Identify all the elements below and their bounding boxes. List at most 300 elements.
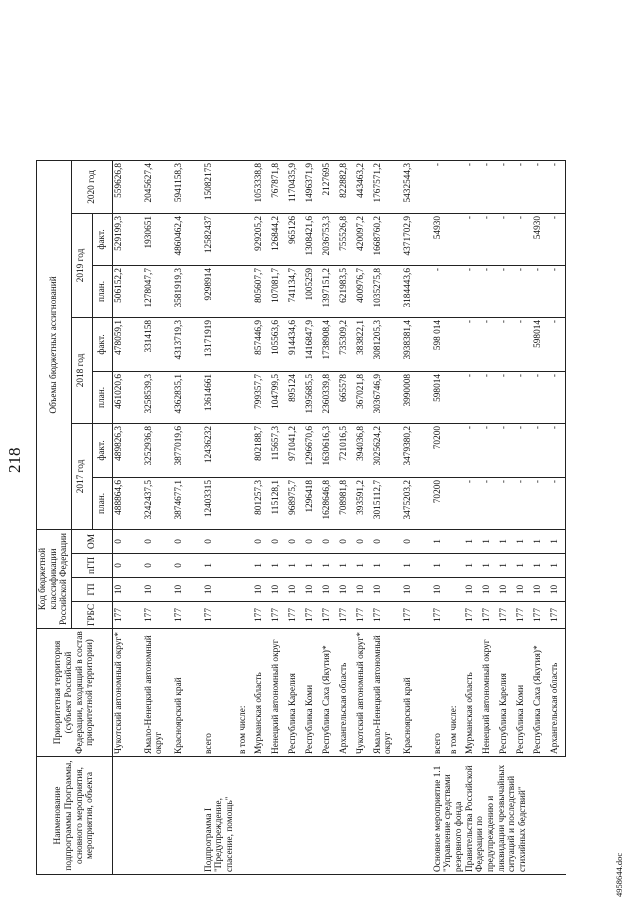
- code-grbs-cell: 177: [203, 601, 237, 628]
- row-territory-cell: Республика Саха (Якутия)*: [532, 629, 549, 757]
- table-row: [253, 160, 270, 874]
- header-name: Наименование подпрограммы Программы, основного мероприятия, мероприятия, объекта: [37, 757, 113, 875]
- value-cell: 1296418: [304, 477, 321, 529]
- code-gp-cell: 10: [372, 577, 402, 601]
- value-cell: 802188,7: [253, 423, 270, 477]
- code-gp-cell: [237, 577, 253, 601]
- code-gp-cell: 10: [321, 577, 338, 601]
- value-cell: -: [515, 423, 532, 477]
- value-cell: 394036,8: [355, 423, 372, 477]
- value-cell: 767871,8: [270, 160, 287, 213]
- value-cell: 3874677,1: [173, 477, 203, 529]
- code-pgp-cell: 1: [532, 553, 549, 577]
- code-grbs-cell: [237, 601, 253, 628]
- code-om-cell: 0: [113, 529, 143, 553]
- code-om-cell: 1: [515, 529, 532, 553]
- value-cell: -: [481, 160, 498, 213]
- value-cell: 3081205,3: [372, 317, 402, 371]
- value-cell: -: [481, 477, 498, 529]
- value-cell: [448, 423, 464, 477]
- value-cell: 478059,1: [113, 317, 143, 371]
- value-cell: 721016,5: [338, 423, 355, 477]
- code-pgp-cell: 1: [270, 553, 287, 577]
- table-row: [402, 160, 432, 874]
- value-cell: 488864,6: [113, 477, 143, 529]
- value-cell: -: [515, 213, 532, 265]
- table-row: [143, 160, 173, 874]
- header-fact-2018: факт.: [92, 317, 113, 371]
- value-cell: [237, 160, 253, 213]
- value-cell: 2036753,3: [321, 213, 338, 265]
- value-cell: -: [532, 371, 549, 423]
- value-cell: 3314158: [143, 317, 173, 371]
- value-cell: -: [464, 160, 481, 213]
- row-name-cell: [143, 757, 173, 875]
- code-grbs-cell: 177: [464, 601, 481, 628]
- value-cell: 3938381,4: [402, 317, 432, 371]
- code-gp-cell: 10: [113, 577, 143, 601]
- header-territory: Приоритетная территория (субъект Российской Федерации, входящий в состав приоритетной территории): [37, 629, 113, 757]
- code-pgp-cell: [237, 553, 253, 577]
- value-cell: 2045627,4: [143, 160, 173, 213]
- code-om-cell: 0: [355, 529, 372, 553]
- value-cell: -: [549, 160, 566, 213]
- value-cell: 70200: [432, 423, 448, 477]
- row-name-cell: [372, 757, 402, 875]
- value-cell: -: [498, 371, 515, 423]
- code-om-cell: 0: [253, 529, 270, 553]
- code-gp-cell: 10: [143, 577, 173, 601]
- row-name-cell: [237, 757, 253, 875]
- value-cell: 15082175: [203, 160, 237, 213]
- code-gp-cell: 10: [253, 577, 270, 601]
- value-cell: 1628646,8: [321, 477, 338, 529]
- value-cell: -: [464, 317, 481, 371]
- value-cell: 400976,7: [355, 265, 372, 317]
- code-grbs-cell: 177: [304, 601, 321, 628]
- value-cell: -: [549, 423, 566, 477]
- row-territory-cell: Республика Саха (Якутия)*: [321, 629, 338, 757]
- value-cell: -: [515, 477, 532, 529]
- value-cell: 105563,6: [270, 317, 287, 371]
- value-cell: -: [498, 477, 515, 529]
- code-grbs-cell: 177: [253, 601, 270, 628]
- code-pgp-cell: 0: [173, 553, 203, 577]
- code-pgp-cell: 0: [143, 553, 173, 577]
- code-grbs-cell: 177: [113, 601, 143, 628]
- value-cell: 857446,9: [253, 317, 270, 371]
- value-cell: 3015112,7: [372, 477, 402, 529]
- table-row: [173, 160, 203, 874]
- value-cell: -: [481, 213, 498, 265]
- value-cell: 895124: [287, 371, 304, 423]
- value-cell: -: [549, 371, 566, 423]
- code-grbs-cell: 177: [498, 601, 515, 628]
- value-cell: 70200: [432, 477, 448, 529]
- code-pgp-cell: 1: [498, 553, 515, 577]
- value-cell: 1053338,8: [253, 160, 270, 213]
- code-gp-cell: [448, 577, 464, 601]
- value-cell: -: [464, 213, 481, 265]
- header-volumes: Объемы бюджетных ассигнований: [37, 160, 72, 529]
- row-name-cell: [321, 757, 338, 875]
- code-grbs-cell: 177: [287, 601, 304, 628]
- value-cell: 3475203,2: [402, 477, 432, 529]
- value-cell: 3990008: [402, 371, 432, 423]
- code-pgp-cell: 1: [321, 553, 338, 577]
- code-gp-cell: 10: [338, 577, 355, 601]
- value-cell: 9298914: [203, 265, 237, 317]
- value-cell: -: [481, 265, 498, 317]
- table-row: [287, 160, 304, 874]
- value-cell: 621983,5: [338, 265, 355, 317]
- value-cell: -: [464, 423, 481, 477]
- value-cell: 115657,3: [270, 423, 287, 477]
- row-territory-cell: Ямало-Ненецкий автономный округ: [143, 629, 173, 757]
- value-cell: -: [515, 265, 532, 317]
- row-territory-cell: в том числе:: [448, 629, 464, 757]
- row-territory-cell: Архангельская область: [549, 629, 566, 757]
- header-code-gp: ГП: [72, 577, 113, 601]
- value-cell: 929205,2: [253, 213, 270, 265]
- table-row: [432, 160, 448, 874]
- value-cell: 13614661: [203, 371, 237, 423]
- code-grbs-cell: 177: [173, 601, 203, 628]
- value-cell: 367021,8: [355, 371, 372, 423]
- value-cell: 1170435,9: [287, 160, 304, 213]
- code-pgp-cell: 1: [481, 553, 498, 577]
- code-gp-cell: 10: [270, 577, 287, 601]
- value-cell: 3036746,9: [372, 371, 402, 423]
- value-cell: 5432544,3: [402, 160, 432, 213]
- value-cell: -: [432, 265, 448, 317]
- row-name-cell: [253, 757, 270, 875]
- row-territory-cell: Мурманская область: [464, 629, 481, 757]
- value-cell: 1668760,2: [372, 213, 402, 265]
- value-cell: 665578: [338, 371, 355, 423]
- value-cell: -: [498, 160, 515, 213]
- table-row: [321, 160, 338, 874]
- row-territory-cell: Ямало-Ненецкий автономный округ: [372, 629, 402, 757]
- row-name-cell: [173, 757, 203, 875]
- code-gp-cell: 10: [287, 577, 304, 601]
- header-fact-2017: факт.: [92, 423, 113, 477]
- value-cell: 3877019,6: [173, 423, 203, 477]
- code-grbs-cell: 177: [532, 601, 549, 628]
- value-cell: 1738908,4: [321, 317, 338, 371]
- code-pgp-cell: 1: [338, 553, 355, 577]
- code-grbs-cell: 177: [270, 601, 287, 628]
- row-name-cell: [338, 757, 355, 875]
- row-territory-cell: Красноярский край: [402, 629, 432, 757]
- code-om-cell: 0: [270, 529, 287, 553]
- value-cell: 1395685,5: [304, 371, 321, 423]
- header-plan-2017: план.: [92, 477, 113, 529]
- value-cell: 54930: [432, 213, 448, 265]
- header-year-2017: 2017 год: [72, 423, 93, 529]
- value-cell: 115128,1: [270, 477, 287, 529]
- value-cell: -: [549, 213, 566, 265]
- code-om-cell: 1: [532, 529, 549, 553]
- value-cell: 1496371,9: [304, 160, 321, 213]
- value-cell: 805607,7: [253, 265, 270, 317]
- code-pgp-cell: 1: [549, 553, 566, 577]
- row-territory-cell: Чукотский автономный округ*: [113, 629, 143, 757]
- value-cell: 822882,8: [338, 160, 355, 213]
- value-cell: [448, 371, 464, 423]
- code-pgp-cell: 1: [515, 553, 532, 577]
- value-cell: 529199,3: [113, 213, 143, 265]
- row-territory-cell: Красноярский край: [173, 629, 203, 757]
- value-cell: [448, 317, 464, 371]
- value-cell: 2360339,8: [321, 371, 338, 423]
- code-grbs-cell: 177: [432, 601, 448, 628]
- code-gp-cell: 10: [402, 577, 432, 601]
- code-gp-cell: 10: [203, 577, 237, 601]
- code-grbs-cell: 177: [355, 601, 372, 628]
- code-om-cell: 0: [143, 529, 173, 553]
- code-gp-cell: 10: [304, 577, 321, 601]
- row-territory-cell: Республика Карелия: [287, 629, 304, 757]
- code-gp-cell: 10: [498, 577, 515, 601]
- code-gp-cell: 10: [549, 577, 566, 601]
- value-cell: 598014: [532, 317, 549, 371]
- value-cell: 1630616,3: [321, 423, 338, 477]
- value-cell: -: [432, 160, 448, 213]
- value-cell: 3581919,3: [173, 265, 203, 317]
- value-cell: [237, 423, 253, 477]
- value-cell: 383822,1: [355, 317, 372, 371]
- row-territory-cell: Республика Карелия: [498, 629, 515, 757]
- table-row: [304, 160, 321, 874]
- code-om-cell: 1: [481, 529, 498, 553]
- value-cell: 489826,3: [113, 423, 143, 477]
- code-pgp-cell: [448, 553, 464, 577]
- value-cell: 4860462,4: [173, 213, 203, 265]
- value-cell: 965126: [287, 213, 304, 265]
- code-gp-cell: 10: [464, 577, 481, 601]
- value-cell: 3242437,5: [143, 477, 173, 529]
- code-pgp-cell: 1: [253, 553, 270, 577]
- value-cell: 126844,2: [270, 213, 287, 265]
- row-territory-cell: Чукотский автономный округ*: [355, 629, 372, 757]
- value-cell: -: [498, 213, 515, 265]
- row-name-cell: [355, 757, 372, 875]
- value-cell: [448, 160, 464, 213]
- value-cell: 1278047,7: [143, 265, 173, 317]
- row-territory-cell: всего: [203, 629, 237, 757]
- code-grbs-cell: 177: [402, 601, 432, 628]
- code-grbs-cell: 177: [515, 601, 532, 628]
- code-om-cell: 0: [304, 529, 321, 553]
- page-number: 218: [5, 447, 24, 473]
- value-cell: -: [464, 265, 481, 317]
- value-cell: 3252936,8: [143, 423, 173, 477]
- header-year-2019: 2019 год: [72, 213, 93, 317]
- code-pgp-cell: 1: [304, 553, 321, 577]
- code-om-cell: 1: [549, 529, 566, 553]
- value-cell: -: [498, 317, 515, 371]
- code-pgp-cell: 1: [432, 553, 448, 577]
- row-name-cell: Основное мероприятие 1.1 "Управление средствами резервного фонда Правительства Российской Федерации по предупреждению и ликвидации чрезвычайных ситуаций и последствий стихийных бедствий": [432, 757, 566, 875]
- code-pgp-cell: 0: [113, 553, 143, 577]
- value-cell: -: [549, 317, 566, 371]
- value-cell: 755526,8: [338, 213, 355, 265]
- code-om-cell: 0: [321, 529, 338, 553]
- value-cell: -: [549, 265, 566, 317]
- value-cell: -: [481, 317, 498, 371]
- code-om-cell: 1: [498, 529, 515, 553]
- value-cell: -: [515, 160, 532, 213]
- table-row: [203, 160, 237, 874]
- value-cell: 506152,2: [113, 265, 143, 317]
- code-pgp-cell: 1: [372, 553, 402, 577]
- value-cell: [448, 265, 464, 317]
- code-pgp-cell: 1: [203, 553, 237, 577]
- row-name-cell: [402, 757, 432, 875]
- value-cell: -: [515, 317, 532, 371]
- value-cell: 914434,6: [287, 317, 304, 371]
- value-cell: -: [498, 423, 515, 477]
- code-grbs-cell: 177: [372, 601, 402, 628]
- code-gp-cell: 10: [532, 577, 549, 601]
- value-cell: 3479380,2: [402, 423, 432, 477]
- value-cell: [448, 477, 464, 529]
- value-cell: [448, 213, 464, 265]
- header-plan-2018: план.: [92, 371, 113, 423]
- value-cell: -: [532, 160, 549, 213]
- value-cell: 443463,2: [355, 160, 372, 213]
- value-cell: -: [464, 371, 481, 423]
- row-name-cell: [287, 757, 304, 875]
- value-cell: 708981,8: [338, 477, 355, 529]
- code-om-cell: 1: [432, 529, 448, 553]
- header-code-pgp: пГП: [72, 553, 113, 577]
- row-territory-cell: Ненецкий автономный округ: [481, 629, 498, 757]
- value-cell: [237, 477, 253, 529]
- code-pgp-cell: 1: [287, 553, 304, 577]
- code-om-cell: 0: [338, 529, 355, 553]
- code-om-cell: 0: [372, 529, 402, 553]
- code-om-cell: [448, 529, 464, 553]
- code-pgp-cell: 1: [464, 553, 481, 577]
- value-cell: [237, 317, 253, 371]
- header-code-grbs: ГРБС: [72, 601, 113, 628]
- header-code-om: ОМ: [72, 529, 113, 553]
- code-grbs-cell: 177: [143, 601, 173, 628]
- value-cell: 971041,2: [287, 423, 304, 477]
- value-cell: 2127695: [321, 160, 338, 213]
- table-row: [113, 160, 143, 874]
- value-cell: 559626,8: [113, 160, 143, 213]
- table-row: [237, 160, 253, 874]
- value-cell: 3025624,2: [372, 423, 402, 477]
- value-cell: 4313719,3: [173, 317, 203, 371]
- value-cell: -: [515, 371, 532, 423]
- row-name-cell: Подпрограмма I "Предупреждение, спасение, помощь": [203, 757, 237, 875]
- code-om-cell: 0: [402, 529, 432, 553]
- table-row: [372, 160, 402, 874]
- value-cell: 13171919: [203, 317, 237, 371]
- value-cell: 1767571,2: [372, 160, 402, 213]
- row-territory-cell: всего: [432, 629, 448, 757]
- value-cell: 4371702,9: [402, 213, 432, 265]
- code-grbs-cell: [448, 601, 464, 628]
- table-row: [355, 160, 372, 874]
- code-om-cell: 1: [464, 529, 481, 553]
- row-territory-cell: Мурманская область: [253, 629, 270, 757]
- value-cell: 598 014: [432, 317, 448, 371]
- header-fact-2019: факт.: [92, 213, 113, 265]
- value-cell: -: [464, 477, 481, 529]
- code-om-cell: [237, 529, 253, 553]
- value-cell: 741134,7: [287, 265, 304, 317]
- value-cell: -: [532, 423, 549, 477]
- row-territory-cell: Республика Коми: [304, 629, 321, 757]
- code-grbs-cell: 177: [481, 601, 498, 628]
- value-cell: 12436232: [203, 423, 237, 477]
- value-cell: 1416847,9: [304, 317, 321, 371]
- table-row: [338, 160, 355, 874]
- row-name-cell: [113, 757, 143, 875]
- table-row: [270, 160, 287, 874]
- value-cell: -: [481, 423, 498, 477]
- value-cell: 3184443,6: [402, 265, 432, 317]
- value-cell: 968975,7: [287, 477, 304, 529]
- value-cell: 799357,7: [253, 371, 270, 423]
- value-cell: -: [532, 265, 549, 317]
- row-territory-cell: в том числе:: [237, 629, 253, 757]
- value-cell: 1296670,6: [304, 423, 321, 477]
- header-year-2018: 2018 год: [72, 317, 93, 423]
- header-code-group: Код бюджетной классификации Российской Федерации: [37, 529, 72, 628]
- code-om-cell: 0: [173, 529, 203, 553]
- code-pgp-cell: 1: [402, 553, 432, 577]
- value-cell: 461020,6: [113, 371, 143, 423]
- value-cell: 420097,2: [355, 213, 372, 265]
- value-cell: 12582437: [203, 213, 237, 265]
- value-cell: 4362835,1: [173, 371, 203, 423]
- value-cell: 107081,7: [270, 265, 287, 317]
- value-cell: 1930651: [143, 213, 173, 265]
- value-cell: 1005259: [304, 265, 321, 317]
- value-cell: 104799,5: [270, 371, 287, 423]
- row-name-cell: [304, 757, 321, 875]
- value-cell: 735309,2: [338, 317, 355, 371]
- value-cell: [237, 213, 253, 265]
- code-grbs-cell: 177: [338, 601, 355, 628]
- code-om-cell: 0: [203, 529, 237, 553]
- value-cell: [237, 265, 253, 317]
- code-pgp-cell: 1: [355, 553, 372, 577]
- value-cell: 1397151,2: [321, 265, 338, 317]
- value-cell: 12403315: [203, 477, 237, 529]
- value-cell: 598014: [432, 371, 448, 423]
- code-gp-cell: 10: [481, 577, 498, 601]
- code-gp-cell: 10: [515, 577, 532, 601]
- value-cell: 1035275,8: [372, 265, 402, 317]
- header-year-2020: 2020 год: [72, 160, 113, 213]
- row-territory-cell: Республика Коми: [515, 629, 532, 757]
- value-cell: 393591,2: [355, 477, 372, 529]
- value-cell: 801257,3: [253, 477, 270, 529]
- row-name-cell: [270, 757, 287, 875]
- code-gp-cell: 10: [355, 577, 372, 601]
- value-cell: -: [549, 477, 566, 529]
- code-gp-cell: 10: [432, 577, 448, 601]
- value-cell: -: [498, 265, 515, 317]
- document-id: 4958644.doc: [614, 852, 624, 897]
